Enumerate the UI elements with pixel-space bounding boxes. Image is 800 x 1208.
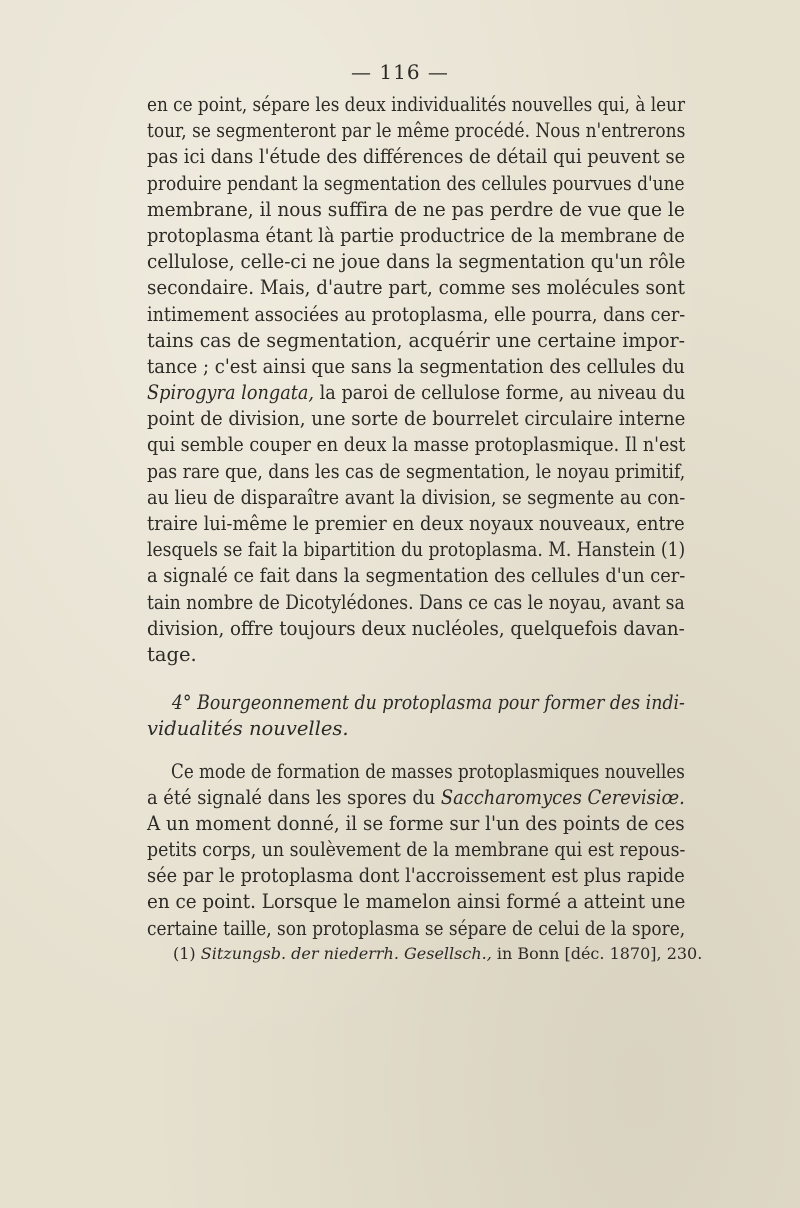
text-line: tance ; c'est ainsi que sans la segmentation des cellules du	[147, 354, 685, 378]
text-line: cellulose, celle-ci ne joue dans la segmentation qu'un rôle	[147, 250, 686, 274]
footnote-citation: Sitzungsb. der niederrh. Gesellsch.,	[200, 944, 492, 963]
text-line: sée par le protoplasma dont l'accroissement est plus rapide	[147, 864, 685, 888]
text-line: intimement associées au protoplasma, elle pourra, dans cer-	[147, 302, 686, 326]
text-fragment: a été signalé dans les spores du	[147, 785, 441, 809]
text-line: secondaire. Mais, d'autre part, comme ses molécules sont	[147, 276, 685, 300]
text-line: lesquels se fait la bipartition du protoplasma. M. Hanstein (1)	[147, 538, 686, 562]
text-line: Ce mode de formation de masses protoplasmiques nouvelles	[171, 759, 685, 783]
text-line: pas ici dans l'étude des différences de détail qui peuvent se	[147, 145, 686, 169]
text-line: pas rare que, dans les cas de segmentation, le noyau primitif,	[147, 459, 686, 483]
text-line: a signalé ce fait dans la segmentation des cellules d'un cer-	[147, 564, 686, 588]
footnote-marker: (1)	[173, 944, 201, 963]
page-number: — 116 —	[351, 60, 449, 84]
text-line: division, offre toujours deux nucléoles, quelquefois davan-	[147, 616, 685, 640]
text-line: protoplasma étant là partie productrice de la membrane de	[147, 223, 685, 247]
text-line-saccharomyces	[147, 785, 685, 811]
text-line-spirogyra	[147, 380, 686, 406]
text-line: traire lui-même le premier en deux noyaux nouveaux, entre	[147, 512, 685, 535]
text-body	[147, 92, 685, 942]
text-line: membrane, il nous suffira de ne pas perdre de vue que le	[147, 197, 685, 221]
section-heading: 4° Bourgeonnement du protoplasma pour former des indi-	[171, 691, 685, 715]
text-line: petits corps, un soulèvement de la membrane qui est repous-	[147, 838, 686, 862]
footnote-text: in Bonn [déc. 1870], 230.	[491, 944, 703, 963]
text-line: A un moment donné, il se forme sur l'un des points de ces	[147, 811, 685, 835]
text-line: en ce point, sépare les deux individualités nouvelles qui, à leur	[147, 93, 685, 116]
text-line: qui semble couper en deux la masse protoplasmique. Il n'est	[147, 433, 686, 457]
text-line: tage.	[147, 642, 197, 666]
species-name: Spirogyra longata,	[147, 381, 315, 405]
text-line: au lieu de disparaître avant la division, se segmente au con-	[147, 485, 686, 509]
text-line: certaine taille, son protoplasma se sépare de celui de la spore,	[147, 916, 686, 940]
text-line: tour, se segmenteront par le même procédé. Nous n'entrerons	[147, 119, 686, 143]
text-line: point de division, une sorte de bourrelet circulaire interne	[147, 407, 686, 431]
text-fragment: la paroi de cellulose forme, au niveau du	[314, 381, 686, 405]
text-line: tain nombre de Dicotylédones. Dans ce cas le noyau, avant sa	[147, 590, 685, 614]
text-line: produire pendant la segmentation des cellules pourvues d'une	[147, 171, 685, 195]
text-line: en ce point. Lorsque le mamelon ainsi formé a atteint une	[147, 890, 686, 914]
species-name: Saccharomyces Cerevisiœ.	[440, 785, 685, 809]
footnote	[173, 944, 703, 963]
text-line: tains cas de segmentation, acquérir une certaine impor-	[147, 328, 685, 352]
section-heading-cont: vidualités nouvelles.	[147, 717, 349, 741]
